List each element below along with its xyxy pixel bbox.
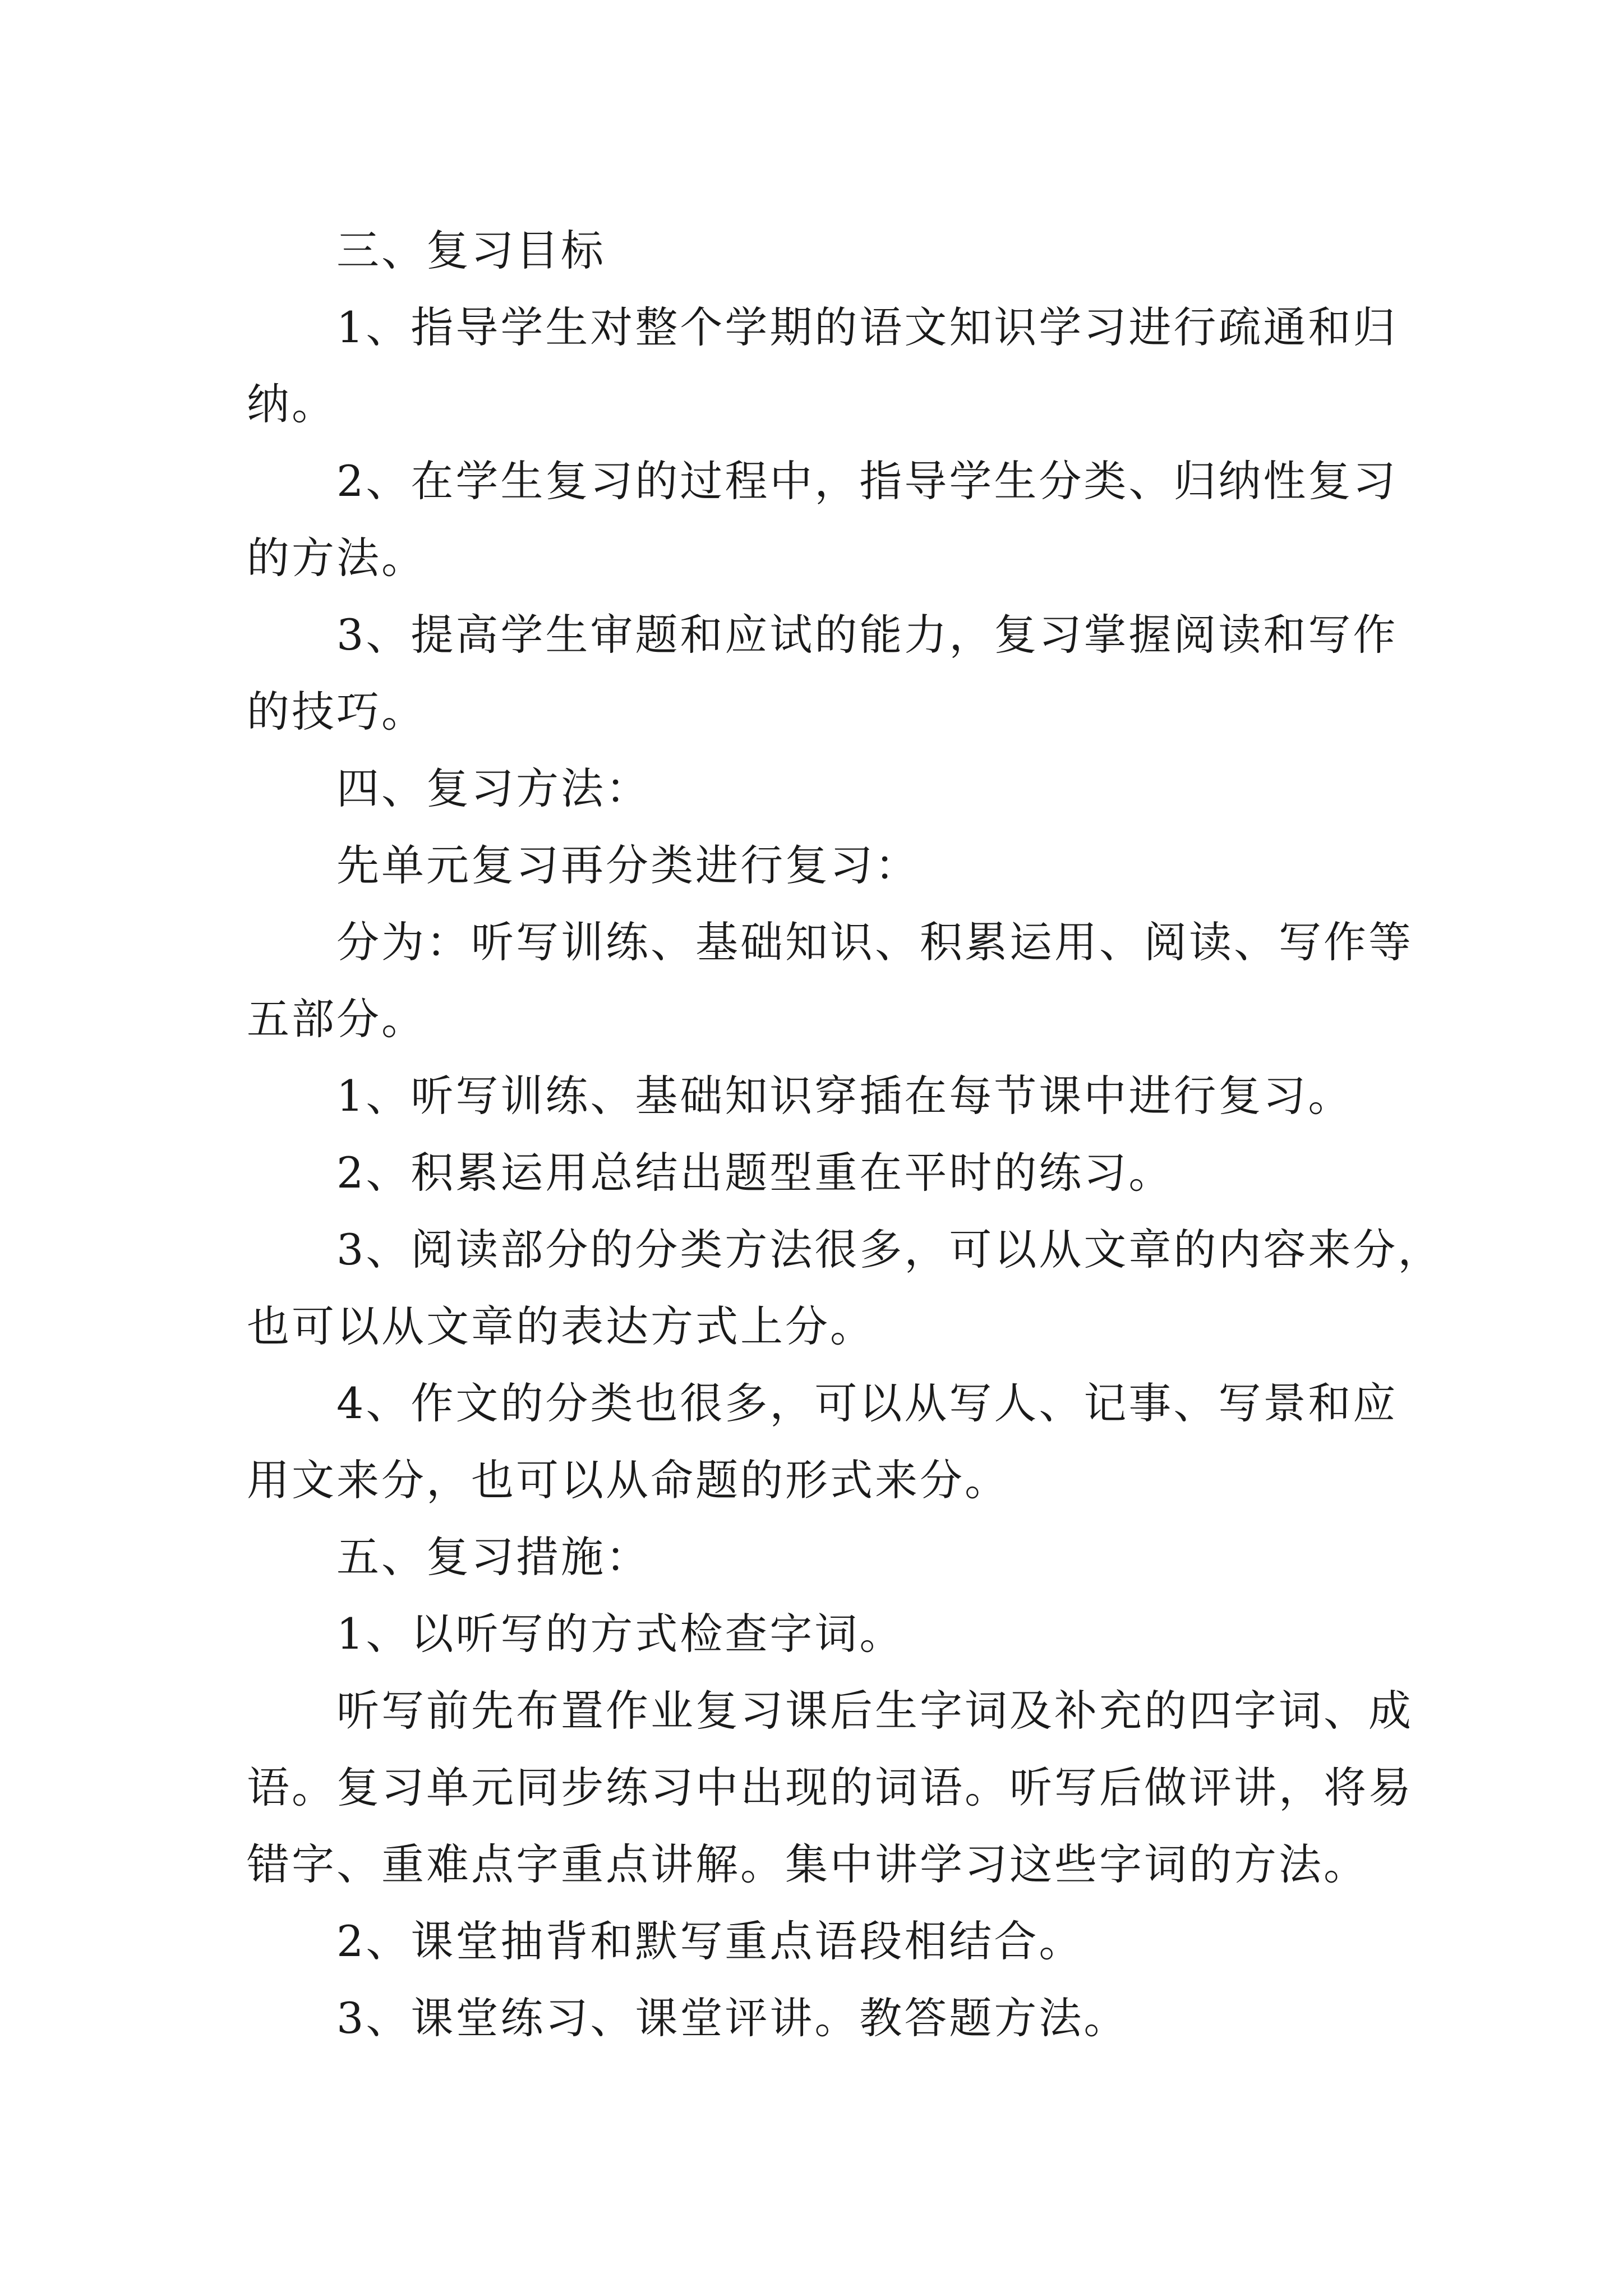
paragraph-line: 五部分。 [247,994,426,1044]
section-heading-review-goals: 三、复习目标 [336,226,606,275]
paragraph-line: 4、作文的分类也很多，可以从写人、记事、写景和应 [336,1378,1398,1428]
paragraph-line: 1、以听写的方式检查字词。 [336,1609,905,1659]
paragraph-line: 用文来分，也可以从命题的形式来分。 [247,1455,1009,1505]
paragraph-line: 错字、重难点字重点讲解。集中讲学习这些字词的方法。 [247,1839,1368,1889]
paragraph-line: 的技巧。 [247,687,426,737]
paragraph-line: 2、课堂抽背和默写重点语段相结合。 [336,1916,1084,1966]
paragraph-line: 的方法。 [247,533,426,583]
paragraph-line: 3、课堂练习、课堂评讲。教答题方法。 [336,1993,1129,2043]
paragraph-line: 2、在学生复习的过程中，指导学生分类、归纳性复习 [336,456,1398,506]
paragraph-line: 3、提高学生审题和应试的能力，复习掌握阅读和写作 [336,610,1398,660]
paragraph-line: 先单元复习再分类进行复习： [336,840,920,890]
paragraph-line: 语。复习单元同步练习中出现的词语。听写后做评讲，将易 [247,1763,1413,1812]
paragraph-line: 分为：听写训练、基础知识、积累运用、阅读、写作等 [336,917,1413,967]
paragraph-line: 听写前先布置作业复习课后生字词及补充的四字词、成 [336,1686,1413,1736]
paragraph-line: 也可以从文章的表达方式上分。 [247,1301,875,1351]
paragraph-line: 纳。 [247,379,336,429]
paragraph-line: 1、听写训练、基础知识穿插在每节课中进行复习。 [336,1071,1353,1121]
paragraph-line: 3、阅读部分的分类方法很多，可以从文章的内容来分， [336,1225,1443,1274]
paragraph-line: 1、指导学生对整个学期的语文知识学习进行疏通和归 [336,302,1398,352]
section-heading-review-methods: 四、复习方法： [336,763,651,813]
paragraph-line: 2、积累运用总结出题型重在平时的练习。 [336,1148,1174,1198]
document-body [247,212,1443,2056]
section-heading-review-measures: 五、复习措施： [336,1532,651,1582]
